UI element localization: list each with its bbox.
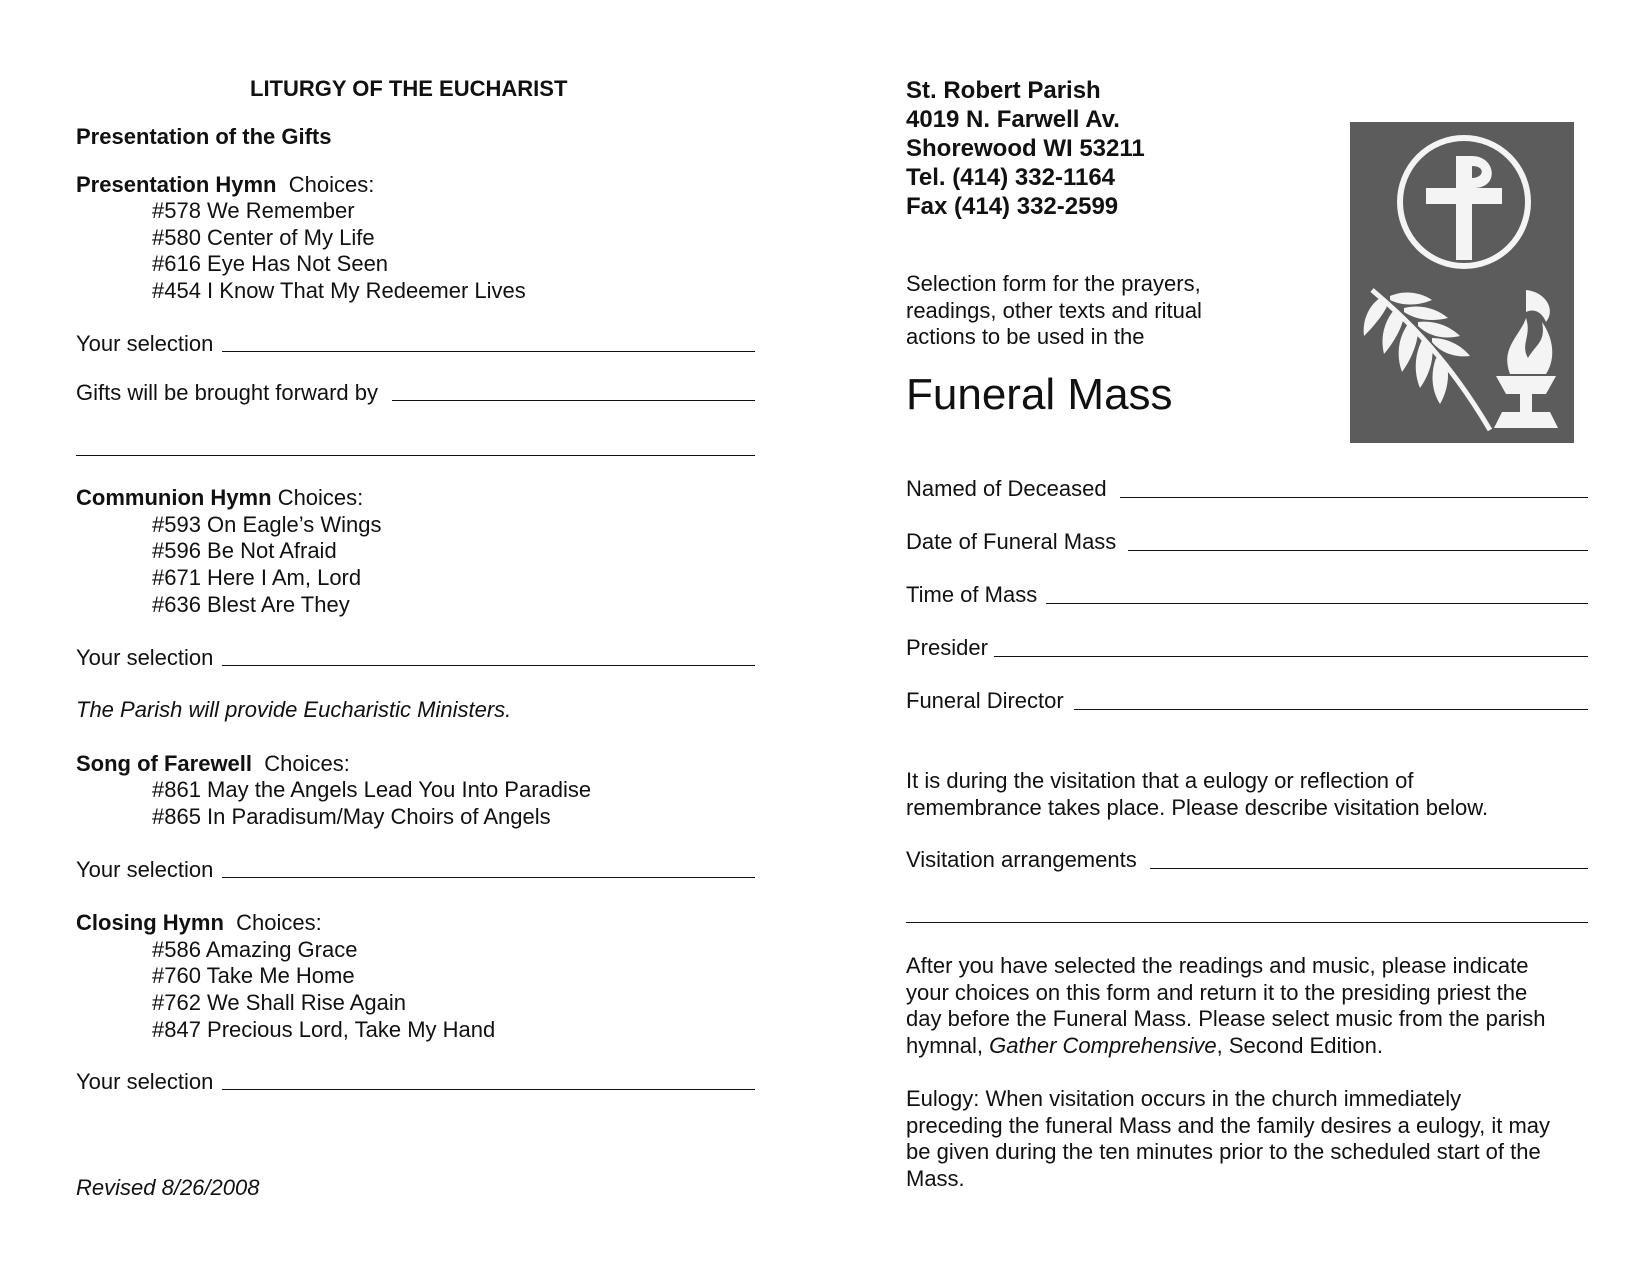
form-intro: [906, 271, 1202, 351]
visitation-note: [906, 768, 1488, 821]
page-title: Funeral Mass: [906, 370, 1173, 419]
parish-city: Shorewood WI 53211: [906, 135, 1145, 162]
revised-date: Revised 8/26/2008: [76, 1175, 260, 1200]
intro-line: readings, other texts and ritual: [906, 297, 1202, 323]
choices-label: Choices:: [288, 172, 375, 197]
instructions-text: hymnal,: [906, 1032, 990, 1058]
hymn-choice: #616 Eye Has Not Seen: [152, 251, 389, 276]
visitation-arrangements-field-line2[interactable]: [906, 922, 1588, 923]
hymn-choice: #580 Center of My Life: [152, 225, 375, 250]
hymn-choice: #762 We Shall Rise Again: [152, 990, 406, 1015]
gifts-bearers-field-line2[interactable]: [76, 455, 755, 456]
note-line: remembrance takes place. Please describe visitation below.: [906, 794, 1489, 820]
presentation-hymn-header: [76, 172, 374, 198]
selection-label: Your selection: [76, 857, 214, 882]
selection-label: Your selection: [76, 645, 214, 670]
hymn-choice: #865 In Paradisum/May Choirs of Angels: [152, 804, 551, 829]
hymn-choice: #671 Here I Am, Lord: [152, 565, 362, 590]
intro-line: Selection form for the prayers,: [906, 271, 1201, 296]
subsection-heading: Presentation of the Gifts: [76, 124, 332, 149]
eulogy-line: be given during the ten minutes prior to the scheduled start of the: [906, 1139, 1541, 1164]
parish-fax: Fax (414) 332-2599: [906, 193, 1119, 220]
field-label: Visitation arrangements: [906, 847, 1137, 872]
parish-address: [906, 76, 1145, 221]
instructions: [906, 953, 1546, 1059]
funeral-director-field[interactable]: [1074, 709, 1588, 710]
closing-hymn-header: [76, 910, 322, 936]
hymn-choice: #593 On Eagle’s Wings: [152, 512, 382, 537]
instructions-line: [906, 1033, 1546, 1060]
hymnal-title: Gather Comprehensive: [989, 1032, 1217, 1058]
visitation-arrangements-field[interactable]: [1150, 868, 1588, 869]
deceased-name-field[interactable]: [1120, 497, 1588, 498]
hymn-choice: #847 Precious Lord, Take My Hand: [152, 1017, 496, 1042]
presentation-hymn-title: Presentation Hymn: [76, 172, 277, 197]
eulogy-line: preceding the funeral Mass and the family desires a eulogy, it may: [906, 1112, 1551, 1138]
hymn-choice: #578 We Remember: [152, 198, 355, 223]
mass-time-field[interactable]: [1046, 603, 1588, 604]
parish-phone: Tel. (414) 332-1164: [906, 164, 1116, 191]
field-label: Named of Deceased: [906, 476, 1107, 501]
funeral-date-field[interactable]: [1128, 550, 1588, 551]
hymn-choice: #454 I Know That My Redeemer Lives: [152, 278, 526, 303]
note-line: It is during the visitation that a eulogy or reflection of: [906, 768, 1414, 793]
instructions-line: day before the Funeral Mass. Please select music from the parish: [906, 1006, 1546, 1031]
section-heading: LITURGY OF THE EUCHARIST: [250, 76, 568, 101]
farewell-song-title: Song of Farewell: [76, 751, 253, 776]
field-label: Date of Funeral Mass: [906, 529, 1117, 554]
eulogy-line: Mass.: [906, 1165, 965, 1191]
presider-field[interactable]: [994, 656, 1588, 657]
choices-label: Choices:: [264, 751, 350, 776]
gifts-label: Gifts will be brought forward by: [76, 380, 379, 405]
selection-label: Your selection: [76, 1069, 214, 1094]
closing-hymn-title: Closing Hymn: [76, 910, 224, 935]
chi-rho-palm-flame-emblem-icon: [1350, 122, 1574, 443]
presentation-selection-field[interactable]: [222, 351, 755, 352]
selection-label: Your selection: [76, 331, 214, 356]
instructions-line: After you have selected the readings and music, please indicate: [906, 953, 1529, 978]
field-label: Presider: [906, 635, 988, 660]
eulogy-note: [906, 1086, 1550, 1192]
field-label: Funeral Director: [906, 688, 1064, 713]
choices-label: Choices:: [277, 485, 364, 510]
hymn-choice: #861 May the Angels Lead You Into Paradise: [152, 777, 592, 802]
gifts-bearers-field[interactable]: [392, 400, 755, 401]
parish-street: 4019 N. Farwell Av.: [906, 106, 1120, 133]
closing-selection-field[interactable]: [222, 1089, 755, 1090]
hymn-choice: #596 Be Not Afraid: [152, 538, 337, 563]
parish-name: St. Robert Parish: [906, 77, 1101, 104]
communion-selection-field[interactable]: [222, 665, 755, 666]
communion-hymn-header: [76, 485, 363, 511]
field-label: Time of Mass: [906, 582, 1038, 607]
instructions-line: your choices on this form and return it to the presiding priest the: [906, 979, 1528, 1005]
intro-line: actions to be used in the: [906, 324, 1145, 349]
farewell-song-header: [76, 751, 350, 777]
hymn-choice: #636 Blest Are They: [152, 592, 350, 617]
farewell-selection-field[interactable]: [222, 877, 755, 878]
ministers-note: The Parish will provide Eucharistic Ministers.: [76, 697, 512, 722]
choices-label: Choices:: [236, 910, 322, 935]
hymn-choice: #586 Amazing Grace: [152, 937, 358, 962]
hymn-choice: #760 Take Me Home: [152, 963, 355, 988]
instructions-text: , Second Edition.: [1216, 1032, 1383, 1058]
eulogy-line: Eulogy: When visitation occurs in the church immediately: [906, 1086, 1462, 1111]
communion-hymn-title: Communion Hymn: [76, 485, 272, 510]
